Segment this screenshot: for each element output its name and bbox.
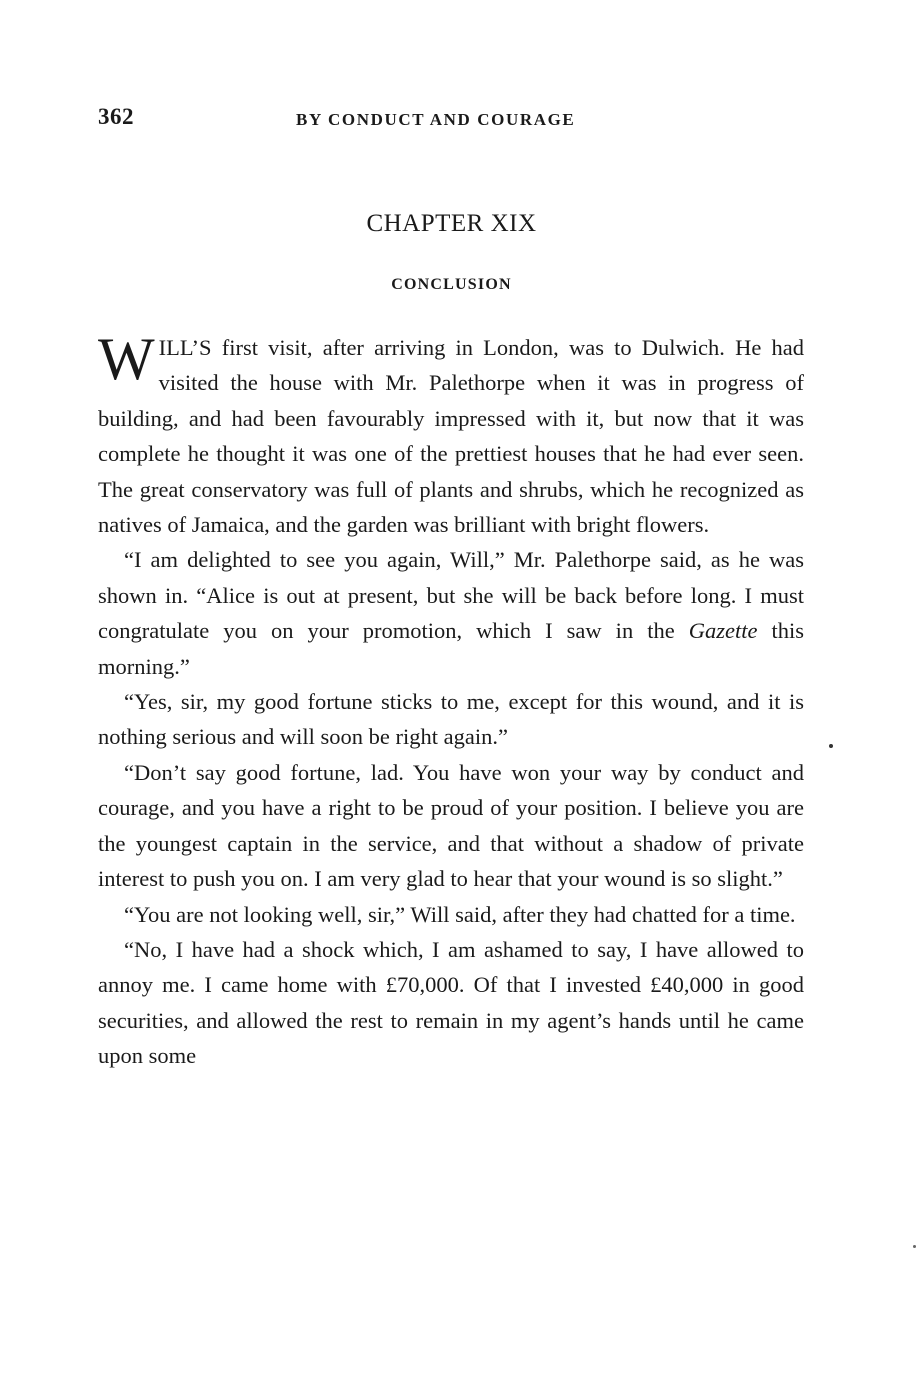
- body-text: [98, 326, 804, 1074]
- scan-speck: [829, 744, 833, 748]
- paragraph: [98, 684, 804, 755]
- paragraph: [98, 932, 804, 1074]
- paragraph-text: ILL’S first visit, after arriving in London, was to Dulwich. He had visited the house with Mr. Palethorpe when it was in progress of building, and had been favourably impressed with it, but now that it was complete he thought it was one of the prettiest houses that he had ever seen. The great conservatory was full of plants and shrubs, which he recognized as natives of Jamaica, and the garden was brilliant with bright flowers.: [98, 335, 804, 538]
- paragraph-text: “Don’t say good fortune, lad. You have won your way by conduct and courage, and you have a right to be proud of your position. I believe you are the youngest captain in the service, and that without a shadow of private interest to push you on. I am very glad to hear that your wound is so slight.”: [98, 759, 804, 892]
- chapter-title: CHAPTER XIX: [366, 210, 537, 237]
- paragraph-text: “I am delighted to see you again, Will,” Mr. Palethorpe said, as he was shown in. “Alice is out at present, but she will be back before long. I must congratulate you on your promotion, which I saw in the: [98, 547, 804, 644]
- drop-cap: W: [98, 326, 155, 392]
- paragraph: [98, 326, 804, 542]
- page-number: 362: [98, 104, 134, 129]
- paragraph-text: this morning.”: [98, 618, 804, 679]
- paragraph-text: “You are not looking well, sir,” Will said, after they had chatted for a time.: [124, 901, 796, 927]
- scan-speck: [913, 1245, 916, 1248]
- paragraph: [98, 897, 804, 932]
- chapter-subtitle: CONCLUSION: [391, 276, 512, 293]
- paragraph: [98, 542, 804, 684]
- running-title: BY CONDUCT AND COURAGE: [296, 110, 576, 129]
- paragraph: [98, 755, 804, 897]
- paragraph-text: “Yes, sir, my good fortune sticks to me, except for this wound, and it is nothing serious and will soon be right again.”: [98, 689, 804, 750]
- gazette-title: Gazette: [688, 618, 758, 644]
- paragraph-text: “No, I have had a shock which, I am ashamed to say, I have allowed to annoy me. I came home with £70,000. Of that I invested £40,000 in good securities, and allowed the rest to remain in my agent’s hands until he came upon some: [98, 936, 804, 1069]
- running-head: [98, 104, 804, 134]
